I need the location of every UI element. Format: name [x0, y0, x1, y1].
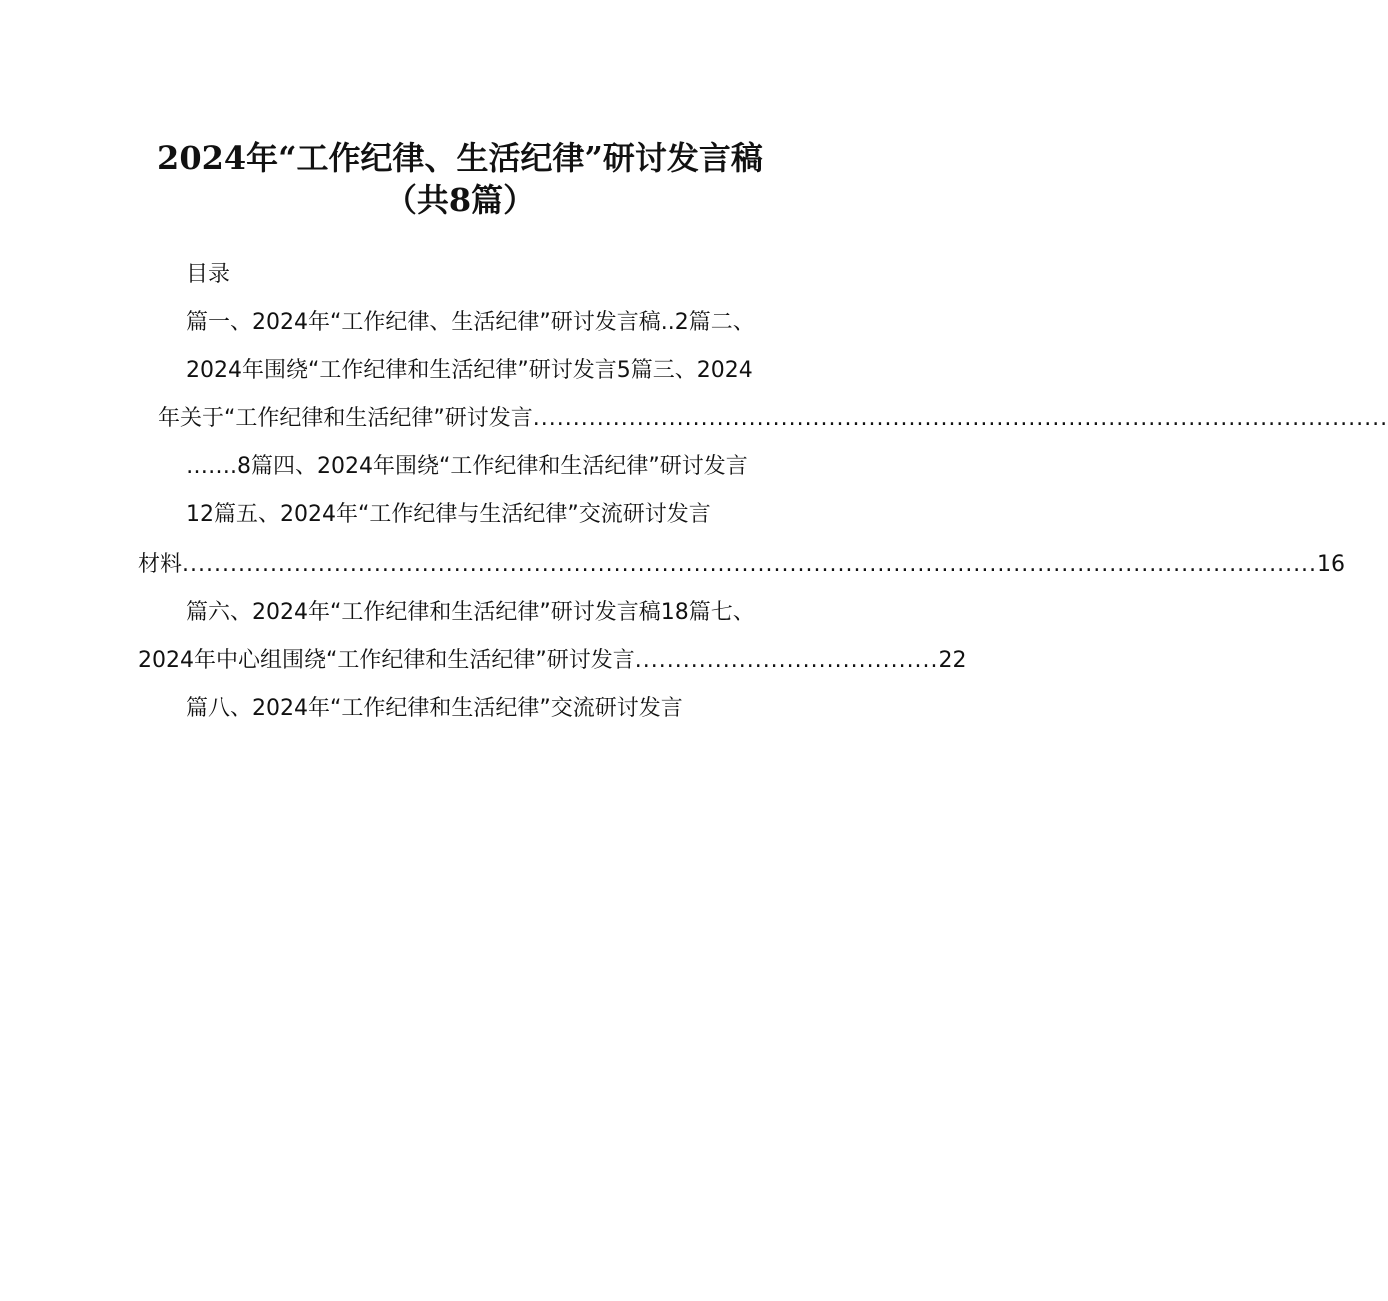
toc-line-4[interactable]: …….8篇四、2024年围绕“工作纪律和生活纪律”研讨发言: [186, 454, 748, 479]
toc-line-8-row: [138, 646, 967, 676]
toc-line-2[interactable]: 2024年围绕“工作纪律和生活纪律”研讨发言5篇三、2024: [186, 358, 753, 383]
toc-line-5[interactable]: 12篇五、2024年“工作纪律与生活纪律”交流研讨发言: [186, 502, 711, 527]
toc-line-6-page-number: 16: [1317, 552, 1346, 577]
toc-line-8[interactable]: [138, 646, 967, 676]
toc-line-3-text: 年关于“工作纪律和生活纪律”研讨发言: [158, 406, 533, 431]
toc-line-6-leader: ..............................................................................................................................................: [182, 552, 1318, 577]
document-title-line-1: 2024年“工作纪律、生活纪律”研讨发言稿: [157, 139, 763, 177]
toc-line-6-row: [138, 550, 1346, 580]
toc-line-3-leader: ...........................................................................................................: [532, 406, 1388, 431]
document-title-line-2: （共8篇）: [384, 181, 536, 219]
toc-line-7[interactable]: 篇六、2024年“工作纪律和生活纪律”研讨发言稿18篇七、: [186, 600, 755, 625]
toc-line-3[interactable]: [158, 404, 1388, 434]
toc-line-6-text: 材料: [138, 552, 183, 577]
toc-line-8-page-number: 22: [938, 648, 967, 673]
toc-line-6[interactable]: [138, 550, 1346, 580]
toc-line-9[interactable]: 篇八、2024年“工作纪律和生活纪律”交流研讨发言: [186, 696, 683, 721]
toc-line-1[interactable]: 篇一、2024年“工作纪律、生活纪律”研讨发言稿..2篇二、: [186, 310, 755, 335]
toc-line-8-text: 2024年中心组围绕“工作纪律和生活纪律”研讨发言: [138, 648, 635, 673]
toc-line-8-leader: ......................................: [634, 648, 939, 673]
toc-heading: 目录: [186, 262, 231, 287]
toc-line-3-row: [158, 404, 1388, 434]
